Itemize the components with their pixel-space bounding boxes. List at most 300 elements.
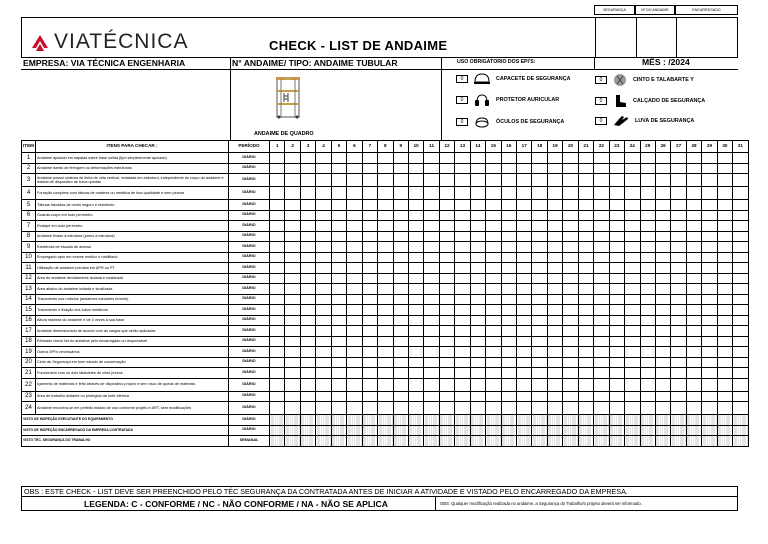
day-check-cell[interactable] [609, 284, 624, 295]
day-check-cell[interactable] [362, 200, 377, 211]
day-check-cell[interactable] [702, 315, 717, 326]
day-check-cell[interactable] [316, 402, 331, 415]
day-check-cell[interactable] [702, 174, 717, 187]
day-check-cell[interactable] [362, 174, 377, 187]
day-check-cell[interactable] [686, 336, 701, 347]
day-check-cell[interactable] [594, 368, 609, 379]
day-check-cell[interactable] [733, 402, 748, 415]
day-check-cell[interactable] [517, 402, 532, 415]
day-check-cell[interactable] [609, 221, 624, 232]
day-check-cell[interactable] [733, 221, 748, 232]
day-check-cell[interactable] [424, 284, 439, 295]
day-check-cell[interactable] [408, 221, 423, 232]
day-check-cell[interactable] [609, 326, 624, 337]
day-check-cell[interactable] [424, 294, 439, 305]
day-check-cell[interactable] [378, 326, 393, 337]
day-check-cell[interactable] [486, 368, 501, 379]
day-check-cell[interactable] [517, 284, 532, 295]
day-check-cell[interactable] [563, 242, 578, 253]
signature-cell[interactable] [717, 425, 732, 436]
day-check-cell[interactable] [655, 231, 670, 242]
day-check-cell[interactable] [594, 163, 609, 174]
day-check-cell[interactable] [455, 326, 470, 337]
day-check-cell[interactable] [717, 221, 732, 232]
day-check-cell[interactable] [733, 347, 748, 358]
day-check-cell[interactable] [270, 368, 285, 379]
day-check-cell[interactable] [378, 200, 393, 211]
day-check-cell[interactable] [270, 174, 285, 187]
day-check-cell[interactable] [578, 174, 593, 187]
signature-cell[interactable] [609, 415, 624, 426]
day-check-cell[interactable] [547, 294, 562, 305]
day-check-cell[interactable] [547, 336, 562, 347]
day-check-cell[interactable] [362, 231, 377, 242]
day-check-cell[interactable] [362, 187, 377, 200]
day-check-cell[interactable] [532, 221, 547, 232]
day-check-cell[interactable] [733, 242, 748, 253]
day-check-cell[interactable] [378, 174, 393, 187]
day-check-cell[interactable] [501, 336, 516, 347]
day-check-cell[interactable] [347, 402, 362, 415]
day-check-cell[interactable] [455, 402, 470, 415]
day-check-cell[interactable] [594, 305, 609, 316]
day-check-cell[interactable] [316, 357, 331, 368]
signature-cell[interactable] [655, 425, 670, 436]
day-check-cell[interactable] [517, 347, 532, 358]
day-check-cell[interactable] [640, 242, 655, 253]
day-check-cell[interactable] [439, 200, 454, 211]
day-check-cell[interactable] [470, 231, 485, 242]
day-check-cell[interactable] [594, 347, 609, 358]
day-check-cell[interactable] [733, 391, 748, 402]
signature-cell[interactable] [408, 415, 423, 426]
day-check-cell[interactable] [655, 153, 670, 164]
day-check-cell[interactable] [655, 263, 670, 274]
day-check-cell[interactable] [455, 187, 470, 200]
day-check-cell[interactable] [439, 242, 454, 253]
day-check-cell[interactable] [733, 284, 748, 295]
day-check-cell[interactable] [408, 347, 423, 358]
day-check-cell[interactable] [378, 402, 393, 415]
day-check-cell[interactable] [347, 231, 362, 242]
day-check-cell[interactable] [578, 153, 593, 164]
day-check-cell[interactable] [717, 305, 732, 316]
day-check-cell[interactable] [671, 174, 686, 187]
day-check-cell[interactable] [393, 210, 408, 221]
day-check-cell[interactable] [316, 378, 331, 391]
day-check-cell[interactable] [470, 174, 485, 187]
day-check-cell[interactable] [424, 368, 439, 379]
day-check-cell[interactable] [285, 210, 300, 221]
day-check-cell[interactable] [594, 402, 609, 415]
day-check-cell[interactable] [655, 391, 670, 402]
signature-cell[interactable] [347, 436, 362, 447]
signature-cell[interactable] [393, 415, 408, 426]
day-check-cell[interactable] [316, 163, 331, 174]
day-check-cell[interactable] [486, 336, 501, 347]
day-check-cell[interactable] [594, 263, 609, 274]
day-check-cell[interactable] [547, 305, 562, 316]
signature-cell[interactable] [563, 425, 578, 436]
signature-cell[interactable] [702, 436, 717, 447]
day-check-cell[interactable] [424, 273, 439, 284]
day-check-cell[interactable] [347, 187, 362, 200]
day-check-cell[interactable] [470, 347, 485, 358]
day-check-cell[interactable] [362, 294, 377, 305]
day-check-cell[interactable] [717, 273, 732, 284]
day-check-cell[interactable] [285, 221, 300, 232]
day-check-cell[interactable] [470, 305, 485, 316]
day-check-cell[interactable] [563, 263, 578, 274]
day-check-cell[interactable] [532, 210, 547, 221]
day-check-cell[interactable] [671, 163, 686, 174]
day-check-cell[interactable] [316, 368, 331, 379]
day-check-cell[interactable] [686, 368, 701, 379]
day-check-cell[interactable] [393, 284, 408, 295]
day-check-cell[interactable] [285, 305, 300, 316]
signature-cell[interactable] [362, 425, 377, 436]
day-check-cell[interactable] [378, 357, 393, 368]
day-check-cell[interactable] [733, 231, 748, 242]
day-check-cell[interactable] [717, 357, 732, 368]
day-check-cell[interactable] [378, 391, 393, 402]
day-check-cell[interactable] [671, 357, 686, 368]
day-check-cell[interactable] [702, 294, 717, 305]
day-check-cell[interactable] [686, 231, 701, 242]
day-check-cell[interactable] [655, 368, 670, 379]
day-check-cell[interactable] [532, 163, 547, 174]
day-check-cell[interactable] [702, 242, 717, 253]
day-check-cell[interactable] [671, 221, 686, 232]
signature-cell[interactable] [686, 425, 701, 436]
signature-cell[interactable] [717, 415, 732, 426]
day-check-cell[interactable] [331, 378, 346, 391]
day-check-cell[interactable] [563, 174, 578, 187]
day-check-cell[interactable] [378, 210, 393, 221]
day-check-cell[interactable] [501, 252, 516, 263]
day-check-cell[interactable] [424, 263, 439, 274]
day-check-cell[interactable] [532, 252, 547, 263]
day-check-cell[interactable] [625, 221, 640, 232]
day-check-cell[interactable] [501, 368, 516, 379]
day-check-cell[interactable] [408, 163, 423, 174]
day-check-cell[interactable] [578, 273, 593, 284]
day-check-cell[interactable] [270, 391, 285, 402]
day-check-cell[interactable] [578, 187, 593, 200]
day-check-cell[interactable] [563, 221, 578, 232]
day-check-cell[interactable] [316, 187, 331, 200]
day-check-cell[interactable] [347, 357, 362, 368]
day-check-cell[interactable] [686, 347, 701, 358]
day-check-cell[interactable] [300, 391, 315, 402]
day-check-cell[interactable] [378, 305, 393, 316]
signature-cell[interactable] [609, 425, 624, 436]
day-check-cell[interactable] [300, 305, 315, 316]
day-check-cell[interactable] [702, 231, 717, 242]
day-check-cell[interactable] [532, 391, 547, 402]
day-check-cell[interactable] [563, 326, 578, 337]
day-check-cell[interactable] [578, 391, 593, 402]
day-check-cell[interactable] [470, 402, 485, 415]
day-check-cell[interactable] [424, 252, 439, 263]
day-check-cell[interactable] [439, 357, 454, 368]
day-check-cell[interactable] [547, 391, 562, 402]
day-check-cell[interactable] [470, 378, 485, 391]
day-check-cell[interactable] [609, 187, 624, 200]
day-check-cell[interactable] [686, 378, 701, 391]
day-check-cell[interactable] [733, 315, 748, 326]
day-check-cell[interactable] [717, 174, 732, 187]
day-check-cell[interactable] [300, 347, 315, 358]
day-check-cell[interactable] [470, 368, 485, 379]
day-check-cell[interactable] [686, 210, 701, 221]
signature-cell[interactable] [578, 436, 593, 447]
day-check-cell[interactable] [408, 174, 423, 187]
day-check-cell[interactable] [362, 336, 377, 347]
signature-cell[interactable] [733, 436, 748, 447]
signature-cell[interactable] [733, 425, 748, 436]
day-check-cell[interactable] [470, 252, 485, 263]
day-check-cell[interactable] [609, 336, 624, 347]
day-check-cell[interactable] [547, 378, 562, 391]
day-check-cell[interactable] [285, 153, 300, 164]
day-check-cell[interactable] [408, 187, 423, 200]
signature-cell[interactable] [316, 415, 331, 426]
signature-cell[interactable] [331, 415, 346, 426]
day-check-cell[interactable] [285, 378, 300, 391]
day-check-cell[interactable] [733, 357, 748, 368]
day-check-cell[interactable] [408, 242, 423, 253]
day-check-cell[interactable] [717, 391, 732, 402]
day-check-cell[interactable] [517, 153, 532, 164]
day-check-cell[interactable] [517, 210, 532, 221]
day-check-cell[interactable] [686, 187, 701, 200]
day-check-cell[interactable] [424, 347, 439, 358]
day-check-cell[interactable] [594, 326, 609, 337]
day-check-cell[interactable] [300, 221, 315, 232]
day-check-cell[interactable] [424, 187, 439, 200]
day-check-cell[interactable] [717, 326, 732, 337]
day-check-cell[interactable] [594, 315, 609, 326]
day-check-cell[interactable] [316, 174, 331, 187]
day-check-cell[interactable] [578, 294, 593, 305]
day-check-cell[interactable] [408, 294, 423, 305]
day-check-cell[interactable] [625, 347, 640, 358]
day-check-cell[interactable] [439, 326, 454, 337]
day-check-cell[interactable] [455, 391, 470, 402]
day-check-cell[interactable] [408, 252, 423, 263]
day-check-cell[interactable] [501, 187, 516, 200]
epi-checkbox[interactable]: 0 [456, 75, 468, 83]
day-check-cell[interactable] [686, 200, 701, 211]
day-check-cell[interactable] [486, 231, 501, 242]
day-check-cell[interactable] [517, 231, 532, 242]
day-check-cell[interactable] [362, 315, 377, 326]
day-check-cell[interactable] [393, 357, 408, 368]
day-check-cell[interactable] [702, 378, 717, 391]
signature-cell[interactable] [424, 415, 439, 426]
day-check-cell[interactable] [331, 231, 346, 242]
day-check-cell[interactable] [424, 378, 439, 391]
day-check-cell[interactable] [532, 378, 547, 391]
day-check-cell[interactable] [733, 252, 748, 263]
day-check-cell[interactable] [347, 378, 362, 391]
day-check-cell[interactable] [331, 210, 346, 221]
day-check-cell[interactable] [563, 163, 578, 174]
day-check-cell[interactable] [300, 200, 315, 211]
day-check-cell[interactable] [408, 231, 423, 242]
day-check-cell[interactable] [470, 187, 485, 200]
day-check-cell[interactable] [285, 391, 300, 402]
day-check-cell[interactable] [270, 273, 285, 284]
day-check-cell[interactable] [331, 163, 346, 174]
day-check-cell[interactable] [578, 378, 593, 391]
day-check-cell[interactable] [455, 368, 470, 379]
day-check-cell[interactable] [517, 174, 532, 187]
day-check-cell[interactable] [424, 200, 439, 211]
day-check-cell[interactable] [733, 273, 748, 284]
day-check-cell[interactable] [285, 357, 300, 368]
day-check-cell[interactable] [316, 336, 331, 347]
day-check-cell[interactable] [594, 273, 609, 284]
day-check-cell[interactable] [270, 402, 285, 415]
day-check-cell[interactable] [594, 221, 609, 232]
signature-cell[interactable] [625, 425, 640, 436]
day-check-cell[interactable] [439, 163, 454, 174]
day-check-cell[interactable] [455, 153, 470, 164]
day-check-cell[interactable] [517, 336, 532, 347]
day-check-cell[interactable] [640, 221, 655, 232]
day-check-cell[interactable] [393, 200, 408, 211]
day-check-cell[interactable] [702, 402, 717, 415]
day-check-cell[interactable] [578, 242, 593, 253]
day-check-cell[interactable] [532, 200, 547, 211]
day-check-cell[interactable] [640, 153, 655, 164]
signature-cell[interactable] [609, 436, 624, 447]
day-check-cell[interactable] [300, 273, 315, 284]
day-check-cell[interactable] [517, 221, 532, 232]
day-check-cell[interactable] [362, 263, 377, 274]
day-check-cell[interactable] [702, 305, 717, 316]
day-check-cell[interactable] [501, 315, 516, 326]
day-check-cell[interactable] [455, 200, 470, 211]
day-check-cell[interactable] [517, 163, 532, 174]
signature-cell[interactable] [270, 436, 285, 447]
day-check-cell[interactable] [424, 305, 439, 316]
signature-cell[interactable] [655, 415, 670, 426]
signature-cell[interactable] [671, 436, 686, 447]
signature-cell[interactable] [640, 415, 655, 426]
day-check-cell[interactable] [547, 284, 562, 295]
day-check-cell[interactable] [347, 315, 362, 326]
day-check-cell[interactable] [331, 242, 346, 253]
day-check-cell[interactable] [640, 315, 655, 326]
day-check-cell[interactable] [671, 347, 686, 358]
signature-cell[interactable] [285, 436, 300, 447]
day-check-cell[interactable] [270, 252, 285, 263]
day-check-cell[interactable] [316, 263, 331, 274]
day-check-cell[interactable] [439, 305, 454, 316]
day-check-cell[interactable] [609, 402, 624, 415]
day-check-cell[interactable] [424, 221, 439, 232]
day-check-cell[interactable] [455, 294, 470, 305]
day-check-cell[interactable] [609, 263, 624, 274]
signature-cell[interactable] [300, 436, 315, 447]
day-check-cell[interactable] [547, 231, 562, 242]
day-check-cell[interactable] [408, 391, 423, 402]
day-check-cell[interactable] [362, 252, 377, 263]
day-check-cell[interactable] [300, 163, 315, 174]
day-check-cell[interactable] [501, 200, 516, 211]
day-check-cell[interactable] [439, 336, 454, 347]
day-check-cell[interactable] [455, 357, 470, 368]
day-check-cell[interactable] [331, 368, 346, 379]
day-check-cell[interactable] [285, 242, 300, 253]
day-check-cell[interactable] [640, 305, 655, 316]
day-check-cell[interactable] [655, 242, 670, 253]
day-check-cell[interactable] [547, 273, 562, 284]
day-check-cell[interactable] [717, 163, 732, 174]
day-check-cell[interactable] [408, 402, 423, 415]
day-check-cell[interactable] [686, 221, 701, 232]
day-check-cell[interactable] [316, 231, 331, 242]
day-check-cell[interactable] [501, 153, 516, 164]
day-check-cell[interactable] [686, 174, 701, 187]
day-check-cell[interactable] [640, 231, 655, 242]
signature-cell[interactable] [594, 436, 609, 447]
day-check-cell[interactable] [455, 378, 470, 391]
day-check-cell[interactable] [655, 378, 670, 391]
day-check-cell[interactable] [671, 315, 686, 326]
day-check-cell[interactable] [285, 368, 300, 379]
day-check-cell[interactable] [439, 263, 454, 274]
epi-checkbox[interactable]: 0 [595, 76, 607, 84]
day-check-cell[interactable] [270, 200, 285, 211]
day-check-cell[interactable] [625, 273, 640, 284]
day-check-cell[interactable] [362, 284, 377, 295]
day-check-cell[interactable] [655, 252, 670, 263]
day-check-cell[interactable] [594, 357, 609, 368]
day-check-cell[interactable] [455, 305, 470, 316]
day-check-cell[interactable] [671, 378, 686, 391]
day-check-cell[interactable] [686, 294, 701, 305]
signature-cell[interactable] [424, 436, 439, 447]
day-check-cell[interactable] [300, 315, 315, 326]
signature-cell[interactable] [517, 436, 532, 447]
day-check-cell[interactable] [378, 263, 393, 274]
day-check-cell[interactable] [671, 263, 686, 274]
day-check-cell[interactable] [470, 163, 485, 174]
day-check-cell[interactable] [285, 284, 300, 295]
day-check-cell[interactable] [655, 187, 670, 200]
day-check-cell[interactable] [547, 187, 562, 200]
day-check-cell[interactable] [378, 242, 393, 253]
day-check-cell[interactable] [625, 163, 640, 174]
day-check-cell[interactable] [439, 391, 454, 402]
signature-cell[interactable] [378, 415, 393, 426]
signature-cell[interactable] [408, 425, 423, 436]
day-check-cell[interactable] [486, 294, 501, 305]
day-check-cell[interactable] [671, 231, 686, 242]
day-check-cell[interactable] [671, 284, 686, 295]
day-check-cell[interactable] [563, 187, 578, 200]
day-check-cell[interactable] [563, 315, 578, 326]
signature-cell[interactable] [362, 415, 377, 426]
day-check-cell[interactable] [532, 294, 547, 305]
day-check-cell[interactable] [270, 153, 285, 164]
day-check-cell[interactable] [578, 315, 593, 326]
day-check-cell[interactable] [347, 153, 362, 164]
